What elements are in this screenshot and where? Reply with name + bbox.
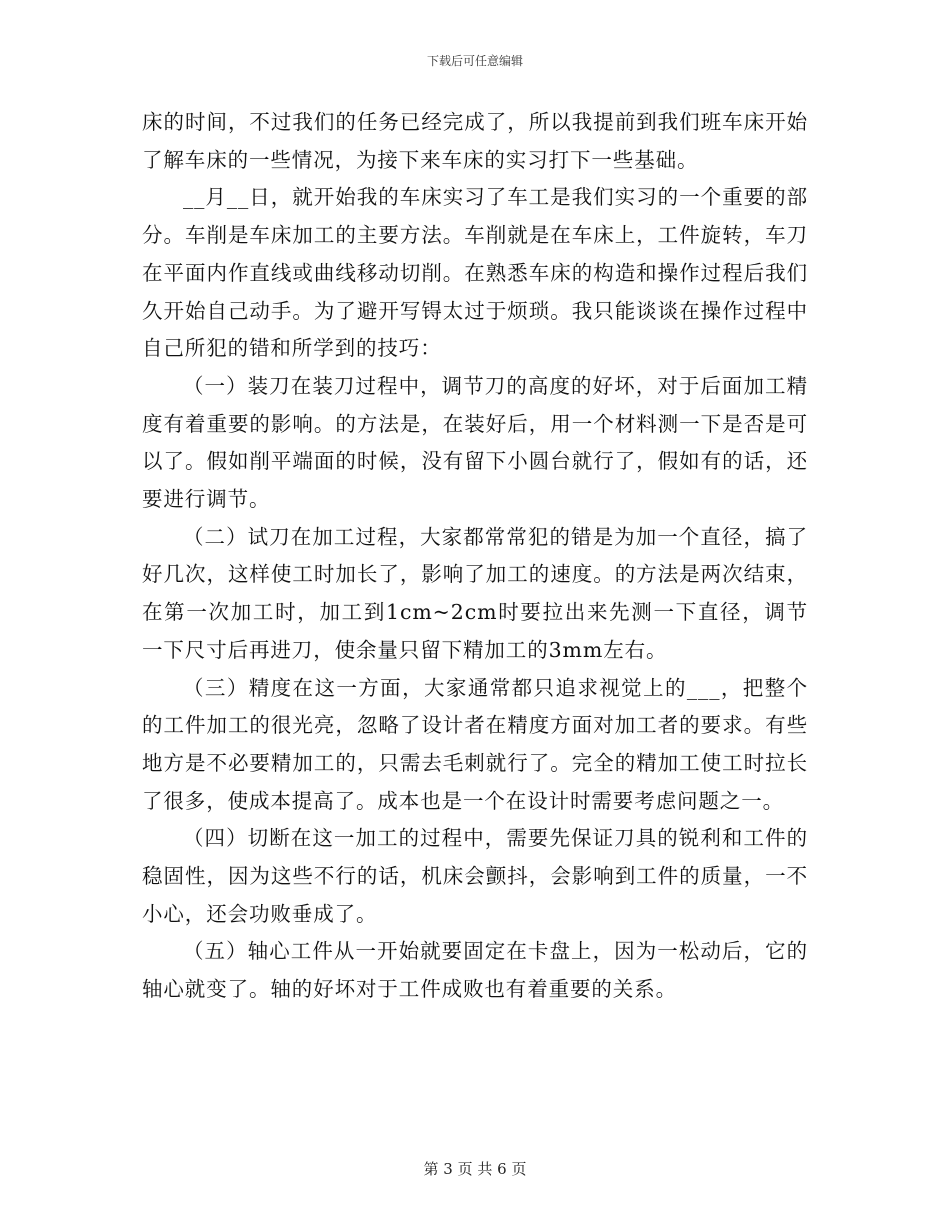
document-body bbox=[142, 104, 808, 1009]
page-number: 第 3 页 共 6 页 bbox=[423, 1160, 527, 1178]
paragraph-cutting-off: （四）切断在这一加工的过程中，需要先保证刀具的锐利和工件的稳固性，因为这些不行的话，机床会颤抖，会影响到工件的质量，一不小心，还会功败垂成了。 bbox=[142, 826, 808, 926]
paragraph-lathe-intro: __月__日，就开始我的车床实习了车工是我们实习的一个重要的部分。车削是车床加工的主要方法。车削就是在车床上，工件旋转，车刀在平面内作直线或曲线移动切削。在熟悉车床的构造和操作过程后我们久开始自己动手。为了避开写锝太过于烦琐。我只能谈谈在操作过程中自己所犯的错和所学到的技巧： bbox=[142, 185, 808, 361]
page-header: 下载后可任意编辑 bbox=[426, 54, 523, 68]
paragraph-continuation: 床的时间，不过我们的任务已经完成了，所以我提前到我们班车床开始了解车床的一些情况，为接下来车床的实习打下一些基础。 bbox=[142, 110, 808, 172]
paragraph-axis: （五）轴心工件从一开始就要固定在卡盘上，因为一松动后，它的轴心就变了。轴的好坏对于工件成败也有着重要的关系。 bbox=[142, 939, 808, 1002]
paragraph-tool-mounting: （一）装刀在装刀过程中，调节刀的高度的好坏，对于后面加工精度有着重要的影响。的方法是，在装好后，用一个材料测一下是否是可以了。假如削平端面的时候，没有留下小圆台就行了，假如有的话，还要进行调节。 bbox=[142, 373, 808, 512]
paragraph-precision: （三）精度在这一方面，大家通常都只追求视觉上的___，把整个的工件加工的很光亮，忽略了设计者在精度方面对加工者的要求。有些地方是不必要精加工的，只需去毛刺就行了。完全的精加工使工时拉长了很多，使成本提高了。成本也是一个在设计时需要考虑问题之一。 bbox=[142, 675, 808, 813]
paragraph-trial-cut: （二）试刀在加工过程，大家都常常犯的错是为加一个直径，搞了好几次，这样使工时加长了，影响了加工的速度。的方法是两次结束，在第一次加工时，加工到1cm~2cm时要拉出来先测一下直径，调节一下尺寸后再进刀，使余量只留下精加工的3mm左右。 bbox=[142, 524, 808, 662]
